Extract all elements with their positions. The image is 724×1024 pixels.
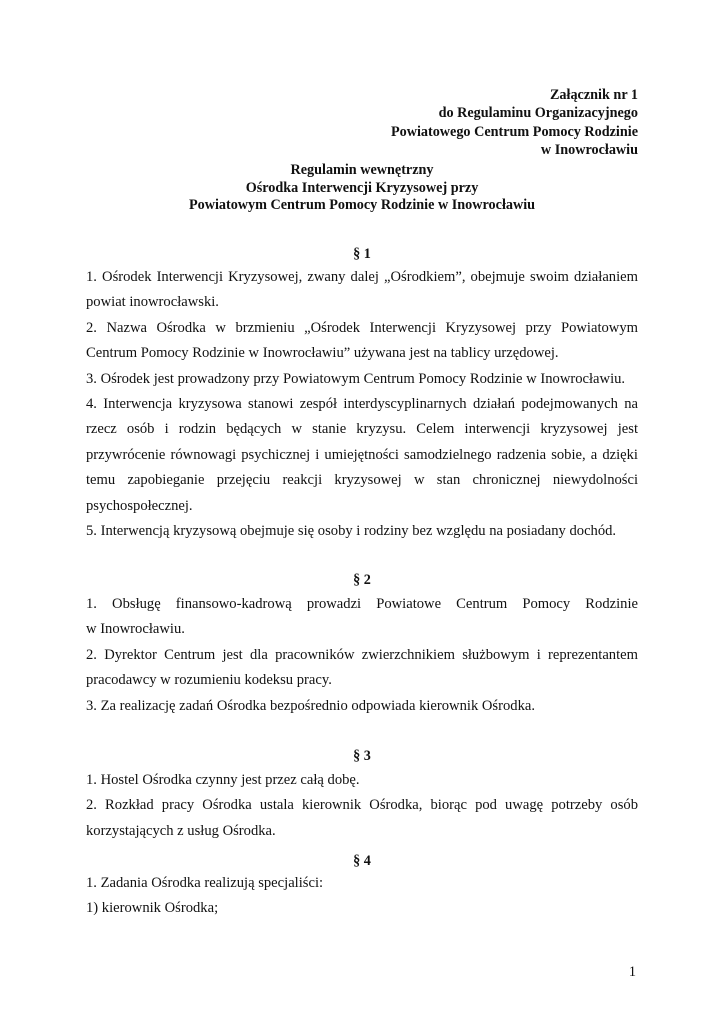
section-heading-2: § 2 [353,572,371,588]
section-heading-3: § 3 [353,748,371,764]
text-line: 3. Ośrodek jest prowadzony przy Powiatowym Centrum Pomocy Rodzinie w Inowrocławiu. [86,370,626,387]
header-line: Załącznik nr 1 [549,87,638,103]
paragraph [86,265,638,316]
title-line: Ośrodka Interwencji Kryzysowej przy [245,179,479,196]
text-line: Centrum Pomocy Rodzinie w Inowrocławiu” używana jest na tablicy urzędowej. [86,345,559,362]
text-line: 2. Dyrektor Centrum jest dla pracowników zwierzchnikiem służbowym i reprezentantem [86,646,638,663]
text-line: 2. Nazwa Ośrodka w brzmieniu „Ośrodek Interwencji Kryzysowej przy Powiatowym [86,319,638,336]
text-line: temu zapobieganie przejęciu reakcji kryzysowej w stan chronicznej niewydolności [86,472,638,489]
paragraph [86,316,638,367]
paragraph [86,793,638,844]
header-line: w Inowrocławiu [540,142,638,159]
text-line: 4. Interwencja kryzysowa stanowi zespół interdyscyplinarnych działań podejmowanych na [86,396,638,413]
text-line: 1. Hostel Ośrodka czynny jest przez całą dobę. [86,772,360,788]
text-line: pracodawcy w rozumieniu kodeksu pracy. [86,672,332,689]
paragraph [86,392,638,519]
paragraph [86,592,638,643]
section-3-body [86,768,638,844]
text-line: 1) kierownik Ośrodka; [86,900,219,917]
text-line: 1. Obsługę finansowo-kadrową prowadzi Powiatowe Centrum Pomocy Rodzinie [86,596,638,612]
attachment-header [391,86,638,160]
paragraph [86,519,638,544]
paragraph [86,768,638,793]
header-line: do Regulaminu Organizacyjnego [438,105,638,122]
text-line: w Inowrocławiu. [86,621,185,638]
text-line: powiat inowrocławski. [86,294,219,311]
text-line: 5. Interwencją kryzysową obejmuje się osoby i rodziny bez względu na posiadany dochód. [86,523,617,540]
paragraph [86,871,638,896]
paragraph [86,643,638,694]
text-line: 1. Zadania Ośrodka realizują specjaliści: [86,875,324,891]
text-line: 2. Rozkład pracy Ośrodka ustala kierownik Ośrodka, biorąc pod uwagę potrzeby osób [86,797,638,814]
text-line: korzystających z usług Ośrodka. [86,822,276,839]
document-title [0,162,724,215]
text-line: 3. Za realizację zadań Ośrodka bezpośrednio odpowiada kierownik Ośrodka. [86,697,535,714]
paragraph [86,367,638,392]
header-line: Powiatowego Centrum Pomocy Rodzinie [390,123,638,140]
paragraph [86,694,638,719]
section-4-body [86,871,638,922]
title-line: Regulamin wewnętrzny [290,162,434,178]
list-item [86,896,638,921]
text-line: 1. Ośrodek Interwencji Kryzysowej, zwany dalej „Ośrodkiem”, obejmuje swoim działaniem [86,269,638,285]
section-2-body [86,592,638,719]
page-number: 1 [628,964,636,980]
title-line: Powiatowym Centrum Pomocy Rodzinie w Inowrocławiu [188,197,536,214]
section-heading-4: § 4 [353,853,371,869]
text-line: rzecz osób i rodzin będących w stanie kryzysu. Celem interwencji kryzysowej jest [86,421,638,438]
section-heading-1: § 1 [353,246,371,262]
text-line: przywrócenie równowagi psychicznej i umiejętności samodzielnego radzenia sobie, a dzięki [86,446,638,463]
text-line: psychospołecznej. [86,497,193,514]
section-1-body [86,265,638,544]
